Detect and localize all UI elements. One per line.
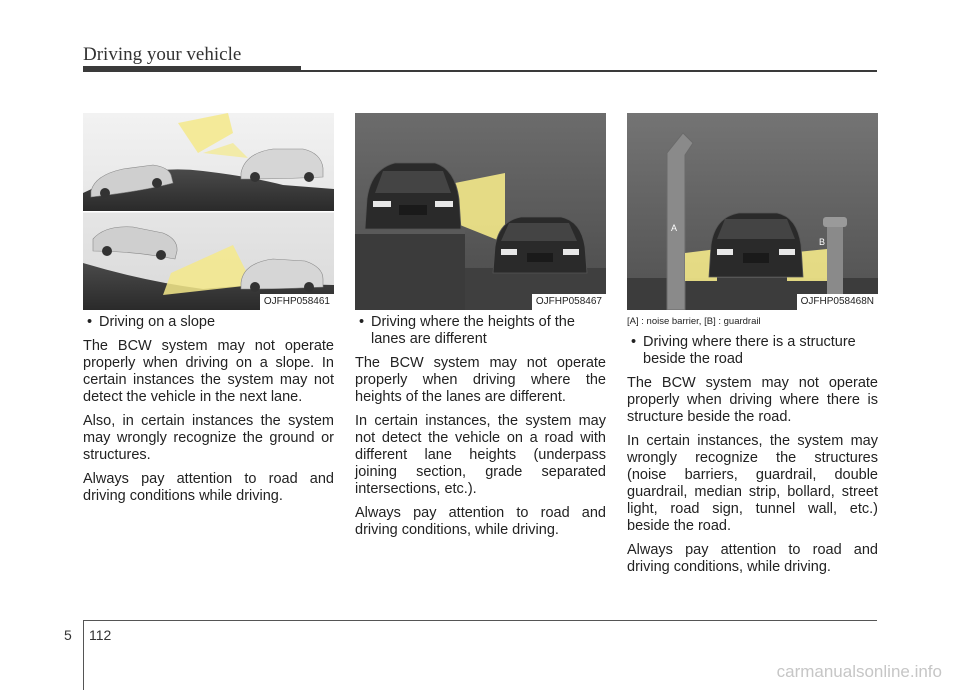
footer-divider <box>83 620 84 690</box>
paragraph: The BCW system may not operate properly when driving on a slope. In certain instances the system may not detect the vehicle in the next lane. <box>83 338 334 405</box>
car-icon <box>493 217 587 273</box>
label-a: A <box>671 223 678 233</box>
column-roadside-structure <box>627 314 878 583</box>
paragraph: The BCW system may not operate properly when driving where the heights of the lanes are different. <box>355 355 606 405</box>
figure-code: OJFHP058467 <box>532 294 606 310</box>
header-rule-thin <box>301 70 877 72</box>
bullet-heading: • Driving where the heights of the lanes are different <box>355 314 606 348</box>
paragraph: Always pay attention to road and driving conditions while driving. <box>83 471 334 504</box>
paragraph: The BCW system may not operate properly when driving where there is structure beside the road. <box>627 375 878 425</box>
figure-lane-heights <box>355 113 606 310</box>
paragraph: Always pay attention to road and driving conditions, while driving. <box>355 505 606 538</box>
figure-code: OJFHP058468N <box>797 294 878 310</box>
lane-heights-illustration <box>355 113 606 310</box>
bullet-heading: • Driving on a slope <box>83 314 334 331</box>
paragraph: Also, in certain instances the system may wrongly recognize the ground or structures. <box>83 413 334 463</box>
watermark: carmanualsonline.info <box>776 662 942 681</box>
paragraph: In certain instances, the system may not detect the vehicle on a road with different lane heights (underpass joining section, grade separated intersections, etc.). <box>355 413 606 497</box>
header-rule-thick <box>83 66 301 72</box>
car-icon <box>709 213 803 277</box>
bullet-heading: • Driving where there is a structure beside the road <box>627 334 878 368</box>
label-b: B <box>819 237 826 247</box>
car-icon <box>365 163 461 229</box>
figure-roadside-structure <box>627 113 878 310</box>
roadside-structure-illustration <box>627 113 878 310</box>
chapter-number: 5 <box>64 627 72 643</box>
figure-code: OJFHP058461 <box>260 294 334 310</box>
page-number: 112 <box>89 627 112 643</box>
paragraph: In certain instances, the system may wrongly recognize the structures (noise barriers, guardrail, double guardrail, median strip, bollard, street light, road sign, tunnel wall, etc.) beside the road. <box>627 433 878 534</box>
page-header-title: Driving your vehicle <box>83 44 242 65</box>
figure-caption: [A] : noise barrier, [B] : guardrail <box>627 316 761 327</box>
column-lane-heights <box>355 314 606 546</box>
paragraph: Always pay attention to road and driving conditions, while driving. <box>627 542 878 575</box>
figure-slope <box>83 113 334 310</box>
footer-rule <box>83 620 877 621</box>
column-slope <box>83 314 334 512</box>
slope-illustration <box>83 113 334 310</box>
